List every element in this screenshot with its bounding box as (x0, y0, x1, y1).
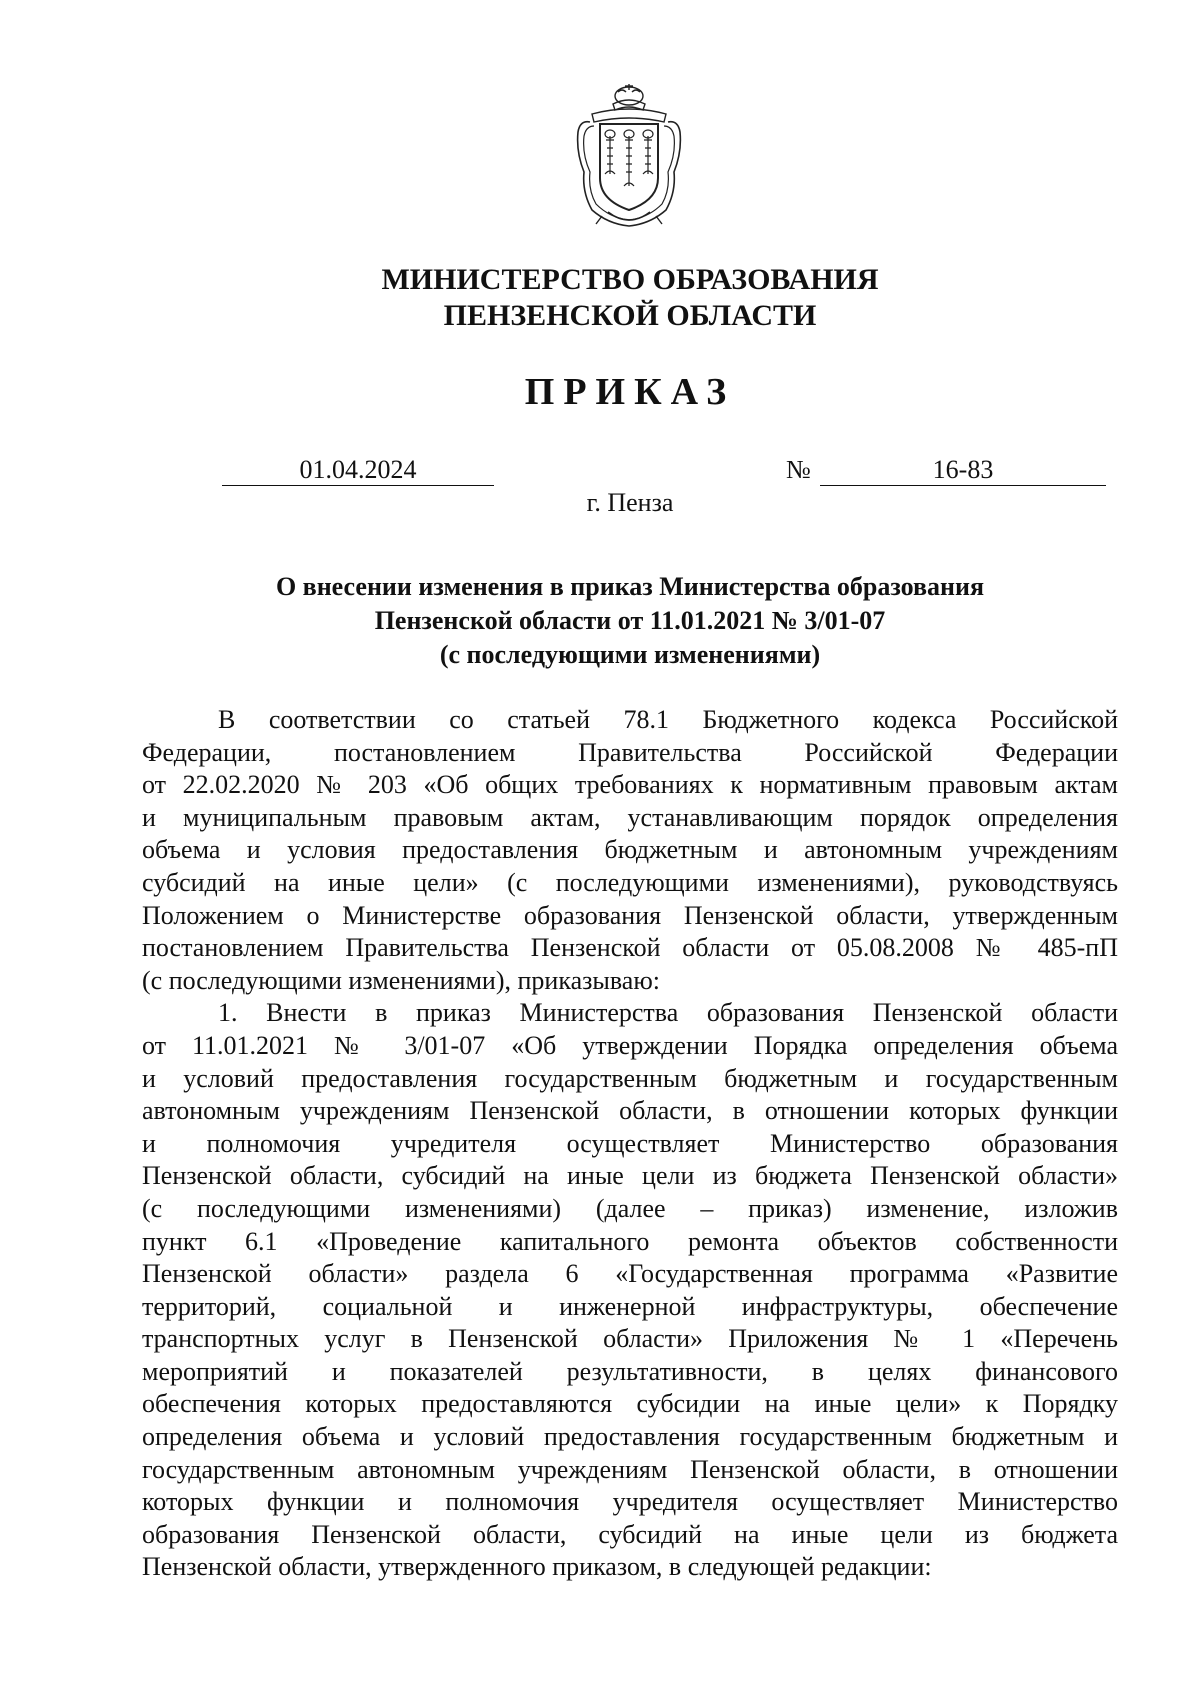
body-line: от 22.02.2020 № 203 «Об общих требованиях к нормативным правовым актам (142, 770, 1118, 800)
subject-line2: Пензенской области от 11.01.2021 № 3/01-07 (374, 606, 886, 635)
body-line: которых функции и полномочия учредителя осуществляет Министерство (142, 1487, 1118, 1517)
body-line: и полномочия учредителя осуществляет Министерство образования (142, 1128, 1118, 1158)
body-line: территорий, социальной и инженерной инфраструктуры, обеспечение (142, 1291, 1118, 1321)
body-line: Положением о Министерстве образования Пензенской области, утвержденным (142, 900, 1118, 930)
body-line: и условий предоставления государственным бюджетным и государственным (142, 1063, 1118, 1093)
body-line: (с последующими изменениями), приказываю: (142, 965, 660, 995)
body-line: мероприятий и показателей результативности, в целях финансового (142, 1356, 1118, 1386)
ministry-name-line1: МИНИСТЕРСТВО ОБРАЗОВАНИЯ (381, 263, 879, 296)
body-line: от 11.01.2021 № 3/01-07 «Об утверждении Порядка определения объема (142, 1030, 1118, 1060)
body-line: определения объема и условий предоставления государственным бюджетным и (142, 1422, 1118, 1452)
order-subject (0, 570, 1200, 672)
coat-of-arms-icon (572, 82, 686, 228)
body-line: обеспечения которых предоставляются субсидии на иные цели» к Порядку (142, 1389, 1118, 1419)
order-body (142, 704, 1118, 1584)
order-number: 16-83 (820, 455, 1106, 486)
body-line: В соответствии со статьей 78.1 Бюджетного кодекса Российской (218, 705, 1118, 734)
body-line: Федерации, постановлением Правительства Российской Федерации (142, 737, 1118, 767)
order-date: 01.04.2024 (222, 455, 494, 486)
body-line: образования Пензенской области, субсидий на иные цели из бюджета (142, 1519, 1118, 1549)
body-line: Пензенской области, утвержденного приказом, в следующей редакции: (142, 1552, 932, 1582)
body-line: объема и условия предоставления бюджетным и автономным учреждениям (142, 835, 1118, 865)
body-line: пункт 6.1 «Проведение капитального ремонта объектов собственности (142, 1226, 1118, 1256)
body-line: Пензенской области» раздела 6 «Государственная программа «Развитие (142, 1259, 1118, 1289)
body-line: субсидий на иные цели» (с последующими изменениями), руководствуясь (142, 867, 1118, 897)
subject-line3: (с последующими изменениями) (439, 640, 821, 669)
city-label: г. Пенза (586, 488, 674, 517)
ministry-name (0, 262, 1200, 334)
body-line: 1. Внести в приказ Министерства образования Пензенской области (218, 998, 1118, 1028)
body-line: Пензенской области, субсидий на иные цели из бюджета Пензенской области» (142, 1161, 1118, 1191)
subject-line1: О внесении изменения в приказ Министерства образования (275, 572, 985, 601)
document-type-title: ПРИКАЗ (524, 371, 736, 413)
body-line: транспортных услуг в Пензенской области» Приложения № 1 «Перечень (142, 1324, 1118, 1354)
body-line: автономным учреждениям Пензенской области, в отношении которых функции (142, 1096, 1118, 1126)
body-line: государственным автономным учреждениям Пензенской области, в отношении (142, 1454, 1118, 1484)
number-sign: № (786, 455, 811, 484)
ministry-name-line2: ПЕНЗЕНСКОЙ ОБЛАСТИ (443, 299, 817, 332)
body-line: (с последующими изменениями) (далее – приказ) изменение, изложив (142, 1193, 1118, 1223)
body-line: и муниципальным правовым актам, устанавливающим порядок определения (142, 802, 1118, 832)
body-line: постановлением Правительства Пензенской области от 05.08.2008 № 485-пП (142, 933, 1118, 963)
